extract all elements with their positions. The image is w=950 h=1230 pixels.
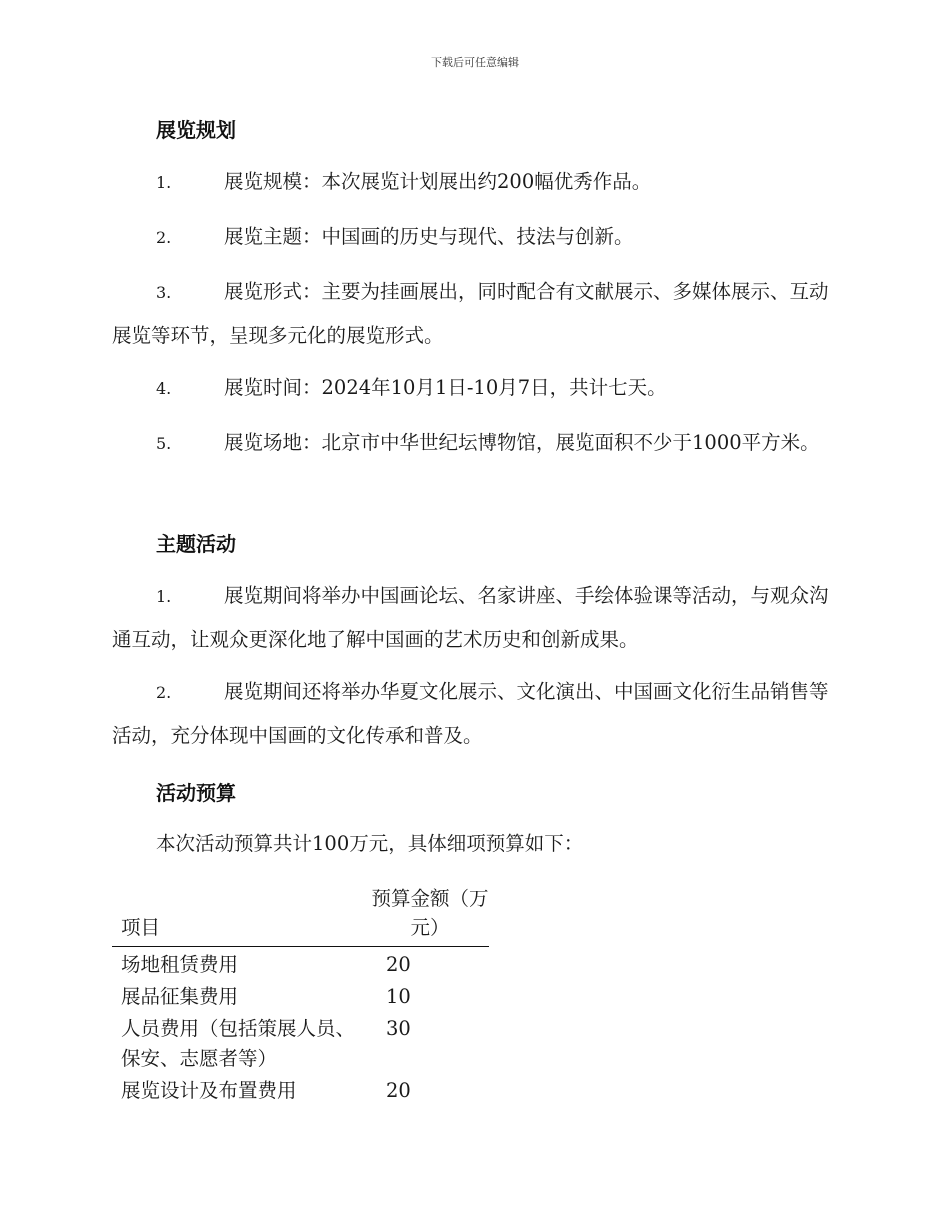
table-row <box>112 1012 489 1074</box>
cell-amount: 30 <box>386 1017 411 1040</box>
list-item-number: 1. <box>156 587 172 606</box>
list-item-number: 3. <box>156 283 172 302</box>
column-header-amount: 预算金额（万元） <box>371 884 489 947</box>
list-item-text: 展览形式：主要为挂画展出，同时配合有文献展示、多媒体展示、互动展览等环节，呈现多元化的展览形式。 <box>112 280 829 347</box>
budget-table <box>112 884 489 1106</box>
list-item <box>112 574 838 661</box>
list-item-text: 展览时间：2024年10月1日-10月7日，共计七天。 <box>224 376 667 399</box>
list-item <box>112 160 838 204</box>
budget-intro: 本次活动预算共计100万元，具体细项预算如下： <box>156 832 584 855</box>
section-title-theme-activities: 主题活动 <box>156 532 236 556</box>
section-title-exhibition-plan: 展览规划 <box>156 118 236 142</box>
table-row <box>112 1074 489 1106</box>
cell-amount: 20 <box>386 1079 411 1102</box>
list-item-text: 展览主题：中国画的历史与现代、技法与创新。 <box>224 225 634 248</box>
list-item <box>112 366 838 410</box>
list-item-text: 展览期间将举办中国画论坛、名家讲座、手绘体验课等活动，与观众沟通互动，让观众更深化地了解中国画的艺术历史和创新成果。 <box>112 584 829 651</box>
header-note: 下载后可任意编辑 <box>431 56 519 69</box>
list-item <box>112 215 838 259</box>
cell-item: 展品征集费用 <box>121 985 239 1008</box>
list-item-number: 2. <box>156 228 172 247</box>
cell-item: 展览设计及布置费用 <box>121 1079 297 1102</box>
table-header-row <box>112 884 489 947</box>
list-item-text: 展览场地：北京市中华世纪坛博物馆，展览面积不少于1000平方米。 <box>224 431 820 454</box>
section-title-budget: 活动预算 <box>156 781 236 805</box>
cell-item: 场地租赁费用 <box>121 953 239 976</box>
table-row <box>112 980 489 1012</box>
cell-amount: 10 <box>386 985 411 1008</box>
list-item-number: 2. <box>156 683 172 702</box>
list-item-text: 展览期间还将举办华夏文化展示、文化演出、中国画文化衍生品销售等活动，充分体现中国画的文化传承和普及。 <box>112 680 829 747</box>
column-header-item: 项目 <box>112 884 371 947</box>
list-item-text: 展览规模：本次展览计划展出约200幅优秀作品。 <box>224 170 652 193</box>
list-item-number: 1. <box>156 173 172 192</box>
list-item-number: 4. <box>156 379 172 398</box>
list-item <box>112 270 838 357</box>
list-item <box>112 421 838 465</box>
cell-item: 人员费用（包括策展人员、保安、志愿者等） <box>121 1017 356 1070</box>
list-item <box>112 670 838 757</box>
list-item-number: 5. <box>156 434 172 453</box>
table-row <box>112 947 489 981</box>
cell-amount: 20 <box>386 953 411 976</box>
